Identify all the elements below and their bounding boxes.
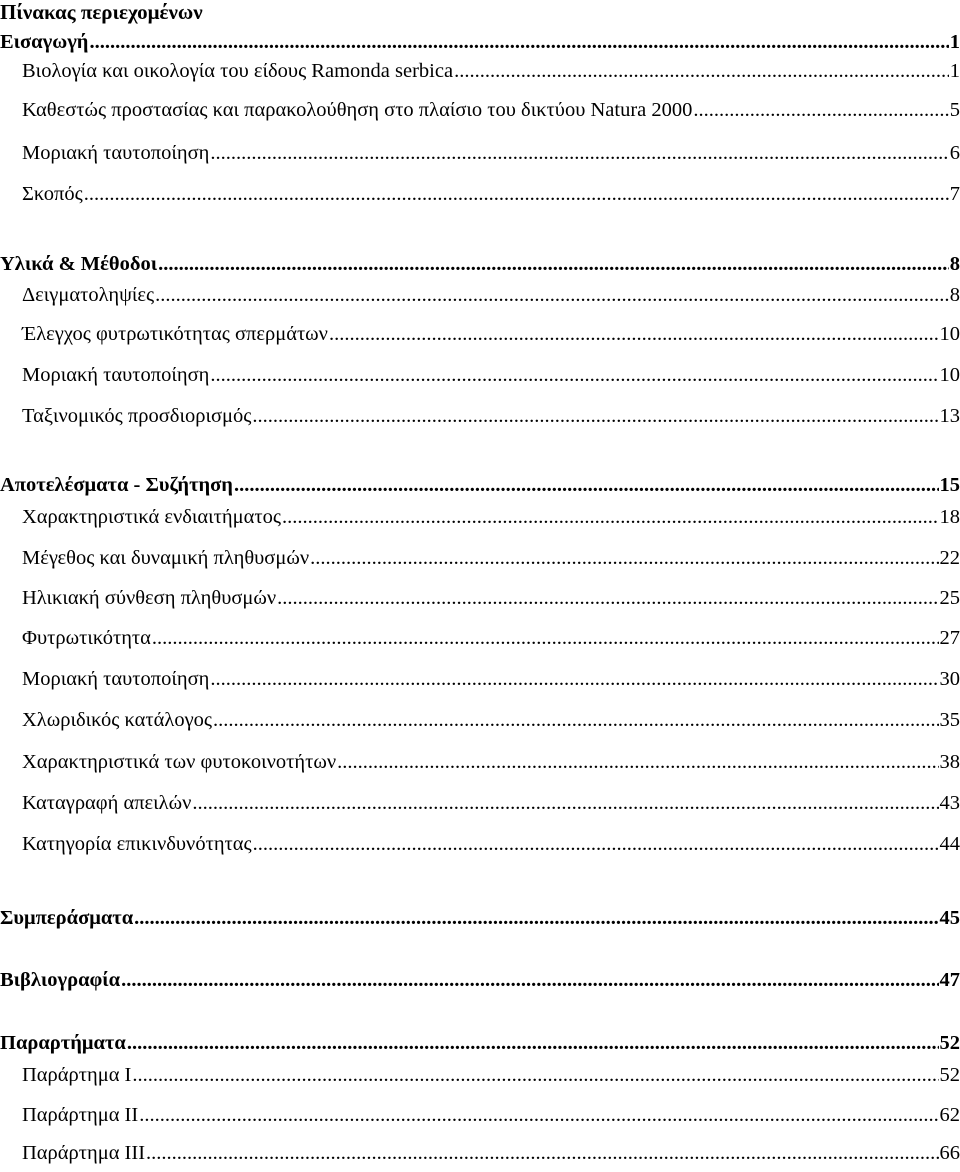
toc-dot-leader xyxy=(89,29,948,55)
toc-dot-leader xyxy=(329,321,939,347)
toc-dot-leader xyxy=(139,1102,938,1128)
toc-subsection-entry[interactable] xyxy=(22,707,960,733)
toc-subsection-entry[interactable] xyxy=(22,97,960,123)
toc-entry-label: Σκοπός xyxy=(22,183,83,205)
toc-dot-leader xyxy=(337,749,938,775)
toc-dot-leader xyxy=(693,97,948,123)
toc-dot-leader xyxy=(253,831,939,857)
toc-subsection-entry[interactable] xyxy=(22,625,960,651)
toc-page-number: 47 xyxy=(939,969,960,991)
toc-entry-label: Ηλικιακή σύνθεση πληθυσμών xyxy=(22,587,277,609)
toc-section-entry[interactable] xyxy=(0,29,960,55)
toc-page-number: 35 xyxy=(939,709,960,731)
toc-dot-leader xyxy=(152,625,939,651)
toc-page-number: 15 xyxy=(939,474,960,496)
toc-subsection-entry[interactable] xyxy=(22,282,960,308)
toc-entry-label: Μοριακή ταυτοποίηση xyxy=(22,364,210,386)
toc-entry-label: Δειγματοληψίες xyxy=(22,284,155,306)
toc-dot-leader xyxy=(277,585,938,611)
toc-entry-label: Μοριακή ταυτοποίηση xyxy=(22,142,210,164)
toc-page-number: 10 xyxy=(939,323,960,345)
toc-entry-label: Καταγραφή απειλών xyxy=(22,792,192,814)
toc-page-number: 10 xyxy=(939,364,960,386)
toc-dot-leader xyxy=(213,707,938,733)
toc-entry-label: Ταξινομικός προσδιορισμός xyxy=(22,405,252,427)
toc-subsection-entry[interactable] xyxy=(22,140,960,166)
toc-page-number: 27 xyxy=(939,627,960,649)
toc-page-number: 18 xyxy=(939,506,960,528)
toc-subsection-entry[interactable] xyxy=(22,1140,960,1166)
toc-subsection-entry[interactable] xyxy=(22,181,960,207)
toc-entry-label: Χλωριδικός κατάλογος xyxy=(22,709,213,731)
toc-dot-leader xyxy=(252,403,938,429)
toc-entry-label: Παράρτημα Ι xyxy=(22,1064,132,1086)
toc-page-number: 13 xyxy=(939,405,960,427)
toc-subsection-entry[interactable] xyxy=(22,58,960,84)
toc-dot-leader xyxy=(127,1030,939,1056)
toc-section-entry[interactable] xyxy=(0,905,960,931)
toc-subsection-entry[interactable] xyxy=(22,749,960,775)
toc-dot-leader xyxy=(210,140,948,166)
toc-entry-label: Κατηγορία επικινδυνότητας xyxy=(22,833,252,855)
toc-subsection-entry[interactable] xyxy=(22,545,960,571)
toc-dot-leader xyxy=(132,1062,938,1088)
toc-subsection-entry[interactable] xyxy=(22,321,960,347)
toc-dot-leader xyxy=(84,181,949,207)
toc-page-number: 38 xyxy=(939,751,960,773)
toc-entry-label: Εισαγωγή xyxy=(0,31,89,53)
toc-entry-label: Μοριακή ταυτοποίηση xyxy=(22,668,210,690)
toc-dot-leader xyxy=(121,967,938,993)
toc-subsection-entry[interactable] xyxy=(22,504,960,530)
toc-section-entry[interactable] xyxy=(0,967,960,993)
toc-entry-label: Αποτελέσματα - Συζήτηση xyxy=(0,474,233,496)
toc-page-number: 44 xyxy=(939,833,960,855)
toc-page-number: 5 xyxy=(949,99,960,121)
toc-entry-label: Μέγεθος και δυναμική πληθυσμών xyxy=(22,547,310,569)
toc-entry-label: Παράρτημα ΙΙΙ xyxy=(22,1142,146,1164)
toc-subsection-entry[interactable] xyxy=(22,790,960,816)
toc-dot-leader xyxy=(454,58,949,84)
toc-subsection-entry[interactable] xyxy=(22,831,960,857)
toc-section-entry[interactable] xyxy=(0,472,960,498)
toc-entry-label: Έλεγχος φυτρωτικότητας σπερμάτων xyxy=(22,323,328,345)
toc-dot-leader xyxy=(134,905,938,931)
toc-title: Πίνακας περιεχομένων xyxy=(0,0,203,24)
toc-dot-leader xyxy=(234,472,939,498)
toc-page-number: 66 xyxy=(939,1142,960,1164)
toc-page-number: 25 xyxy=(939,587,960,609)
toc-entry-label: Φυτρωτικότητα xyxy=(22,627,151,649)
toc-subsection-entry[interactable] xyxy=(22,362,960,388)
toc-dot-leader xyxy=(158,251,949,277)
toc-entry-label: Βιβλιογραφία xyxy=(0,969,121,991)
toc-entry-label: Παράρτημα ΙΙ xyxy=(22,1104,139,1126)
toc-dot-leader xyxy=(210,362,938,388)
toc-page-number: 45 xyxy=(939,907,960,929)
toc-page-number: 8 xyxy=(949,253,960,275)
toc-page-number: 1 xyxy=(949,31,960,53)
toc-entry-label: Χαρακτηριστικά ενδιαιτήματος xyxy=(22,506,281,528)
toc-page-number: 30 xyxy=(939,668,960,690)
toc-dot-leader xyxy=(210,666,938,692)
toc-dot-leader xyxy=(282,504,939,530)
toc-entry-label: Χαρακτηριστικά των φυτοκοινοτήτων xyxy=(22,751,337,773)
toc-entry-label: Καθεστώς προστασίας και παρακολούθηση στο πλαίσιο του δικτύου Natura 2000 xyxy=(22,99,693,121)
toc-dot-leader xyxy=(146,1140,938,1166)
toc-entry-label: Υλικά & Μέθοδοι xyxy=(0,253,158,275)
toc-page-number: 62 xyxy=(939,1104,960,1126)
toc-page-number: 52 xyxy=(939,1064,960,1086)
toc-subsection-entry[interactable] xyxy=(22,1102,960,1128)
toc-subsection-entry[interactable] xyxy=(22,585,960,611)
toc-page-number: 52 xyxy=(939,1032,960,1054)
toc-page-number: 7 xyxy=(949,183,960,205)
toc-subsection-entry[interactable] xyxy=(22,666,960,692)
toc-subsection-entry[interactable] xyxy=(22,1062,960,1088)
toc-page-number: 22 xyxy=(939,547,960,569)
toc-entry-label: Βιολογία και οικολογία του είδους Ramonda serbica xyxy=(22,60,454,82)
toc-page-number: 8 xyxy=(949,284,960,306)
toc-dot-leader xyxy=(155,282,949,308)
toc-section-entry[interactable] xyxy=(0,251,960,277)
toc-dot-leader xyxy=(310,545,938,571)
toc-dot-leader xyxy=(192,790,938,816)
toc-page-number: 43 xyxy=(939,792,960,814)
toc-entry-label: Συμπεράσματα xyxy=(0,907,134,929)
toc-subsection-entry[interactable] xyxy=(22,403,960,429)
toc-entry-label: Παραρτήματα xyxy=(0,1032,126,1054)
toc-page-number: 6 xyxy=(949,142,960,164)
toc-page-number: 1 xyxy=(949,60,960,82)
toc-section-entry[interactable] xyxy=(0,1030,960,1056)
